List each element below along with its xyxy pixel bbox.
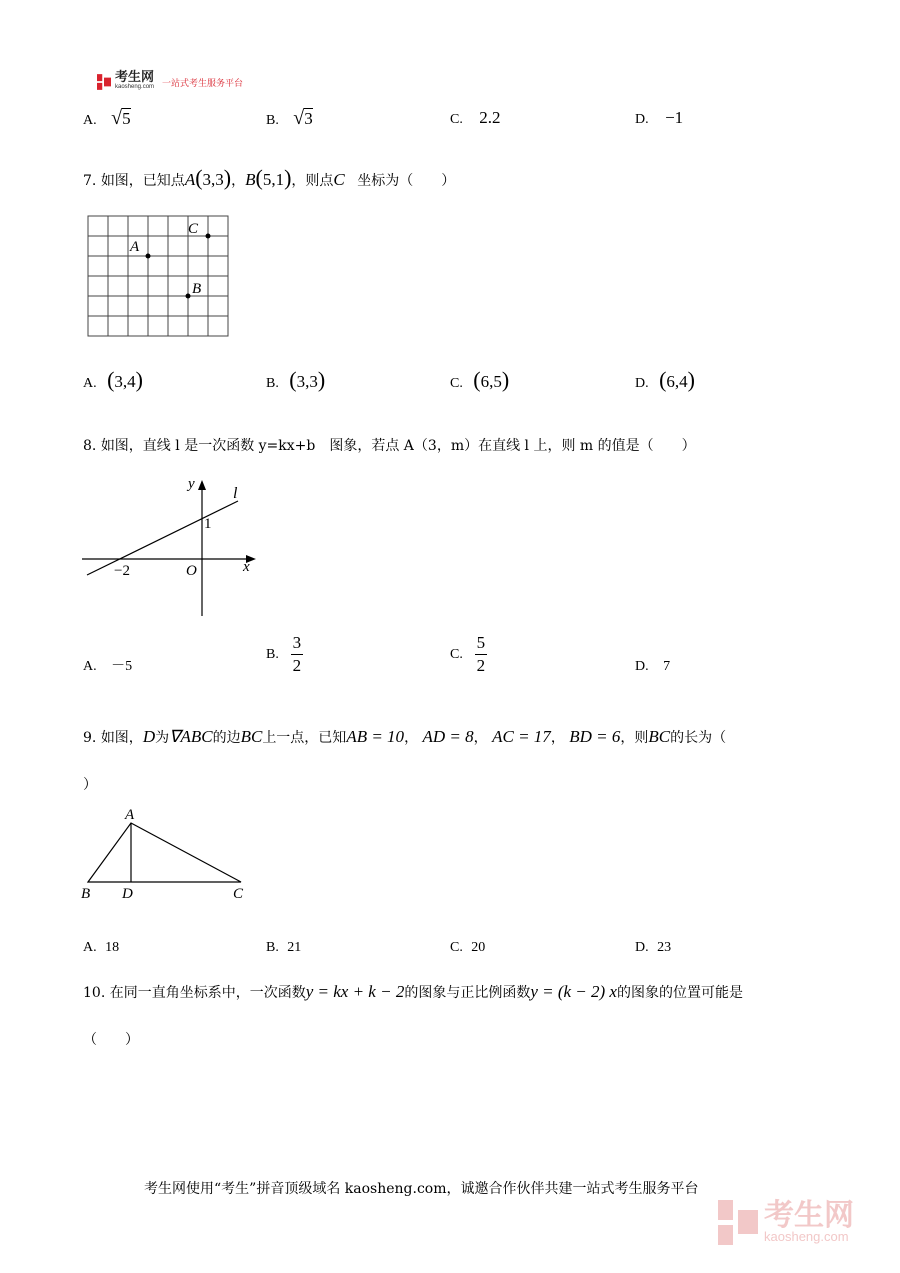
label-d: D — [122, 886, 133, 902]
q7-option-d[interactable]: D. (6,4) — [635, 367, 695, 392]
logo-text: 考生网 — [115, 69, 155, 84]
q9-option-a[interactable]: A. 18 — [83, 940, 120, 955]
q6-option-b[interactable]: B. √3 — [266, 107, 313, 129]
label-l: l — [233, 485, 238, 502]
header-logo — [97, 69, 244, 92]
q9-option-d[interactable]: D. 23 — [635, 940, 672, 955]
logo-subtext: kaosheng.com — [115, 84, 155, 90]
q9-triangle-figure — [78, 804, 253, 904]
logo-slogan: 一站式考生服务平台 — [162, 78, 244, 89]
label-a: A — [125, 807, 135, 823]
label-x: x — [243, 559, 250, 575]
line-l — [87, 501, 238, 575]
label-b: B — [81, 886, 91, 902]
q8-option-c[interactable]: C. $\frac{5}{2}$ — [450, 633, 486, 675]
q7-option-a[interactable]: A. (3,4) — [83, 367, 143, 392]
q7-option-b[interactable]: B. (3,3) — [266, 367, 326, 392]
kaosheng-logo-icon — [97, 74, 111, 90]
q6-option-d[interactable]: D. −1 — [635, 108, 684, 127]
y-axis-arrow — [198, 480, 206, 490]
q9-stem: 9. 如图，D为∇ABC的边BC上一点，已知AB = 10， AD = 8， AC = 17， BD = 6，则BC的长为（ — [83, 727, 727, 746]
triangle-abc — [88, 823, 241, 882]
footer-watermark — [718, 1200, 854, 1246]
label-origin: O — [186, 563, 197, 579]
point-b — [186, 294, 191, 299]
label-c: C — [233, 886, 244, 902]
watermark-subtext: kaosheng.com — [764, 1229, 849, 1244]
q9-option-b[interactable]: B. 21 — [266, 940, 302, 955]
q10-stem: 10. 在同一直角坐标系中，一次函数y = kx + k − 2的图象与正比例函数y = (k − 2) x的图象的位置可能是 — [83, 982, 743, 1001]
q6-option-c[interactable]: C. 2.2 — [450, 108, 501, 127]
label-one: 1 — [204, 516, 212, 532]
q10-stem-close: （ ） — [83, 1032, 139, 1048]
q8-option-a[interactable]: A. －5 — [83, 659, 133, 674]
watermark-logo-icon — [718, 1200, 758, 1246]
q8-line-graph — [80, 474, 270, 619]
point-c — [206, 234, 211, 239]
q7-grid-figure — [85, 214, 230, 338]
q7-option-c[interactable]: C. (6,5) — [450, 367, 510, 392]
label-b: B — [192, 281, 202, 297]
q7-stem: 7. 如图，已知点A(3,3)，B(5,1)，则点C 坐标为（ ） — [83, 165, 456, 190]
q9-option-c[interactable]: C. 20 — [450, 940, 486, 955]
q9-stem-close: ） — [83, 777, 97, 793]
label-y: y — [188, 476, 195, 492]
label-c: C — [188, 221, 199, 237]
watermark-text: 考生网 — [764, 1199, 854, 1232]
label-a: A — [130, 239, 140, 255]
footer-text: 考生网使用“考生”拼音顶级域名 kaosheng.com，诚邀合作伙伴共建一站式考生服务平台 — [144, 1181, 699, 1197]
label-minus2: −2 — [114, 563, 130, 579]
q8-stem: 8. 如图，直线 l 是一次函数 y=kx+b 图象，若点 A（3，m）在直线 l 上，则 m 的值是（ ） — [83, 438, 696, 454]
q6-option-a[interactable]: A. √5 — [83, 107, 131, 129]
point-a — [146, 254, 151, 259]
q8-option-d[interactable]: D. 7 — [635, 659, 671, 674]
q8-option-b[interactable]: B. $\frac{3}{2}$ — [266, 633, 302, 675]
